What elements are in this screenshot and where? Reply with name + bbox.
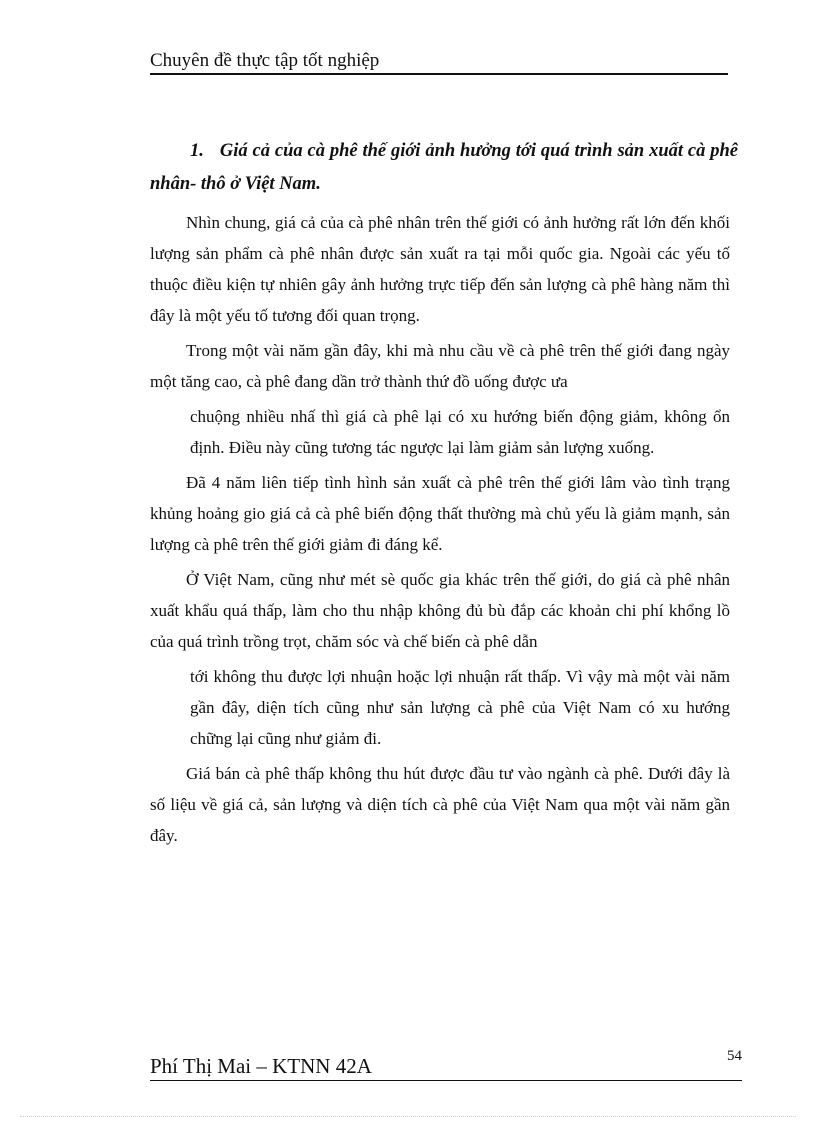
paragraph-continuation (150, 661, 730, 754)
paragraph: Nhìn chung, giá cả của cà phê nhân trên thế giới có ảnh hưởng rất lớn đến khối lượng sản phẩm cà phê nhân được sản xuất ra tại mỗi quốc gia. Ngoài các yếu tố thuộc điều kiện tự nhiên gây ảnh hưởng trực tiếp đến sản lượng cà phê hàng năm thì đây là một yếu tố tương đối quan trọng. (150, 213, 730, 325)
section-number: 1. (190, 141, 204, 161)
footer-author: Phí Thị Mai – KTNN 42A (150, 1054, 372, 1078)
paragraph: Giá bán cà phê thấp không thu hút được đầu tư vào ngành cà phê. Dưới đây là số liệu về giá cả, sản lượng và diện tích cà phê của Việt Nam qua một vài năm gần đây. (150, 764, 730, 845)
paragraph-continuation-text: tới không thu được lợi nhuận hoặc lợi nhuận rất thấp. Vì vậy mà một vài năm gần đây, diện tích cũng như sản lượng cà phê của Việt Nam có xu hướng chững lại cũng như giảm đi. (190, 667, 730, 748)
paragraph: Ở Việt Nam, cũng như mét sè quốc gia khác trên thế giới, do giá cà phê nhân xuất khẩu quá thấp, làm cho thu nhập không đủ bù đắp các khoản chi phí khổng lồ của quá trình trồng trọt, chăm sóc và chế biến cà phê dẫn (150, 570, 730, 651)
section-heading (150, 135, 738, 201)
page-number: 54 (727, 1048, 742, 1064)
paragraph: Đã 4 năm liên tiếp tình hình sản xuất cà phê trên thế giới lâm vào tình trạng khủng hoảng gio giá cả cà phê biến động thất thường mà chủ yếu là giảm mạnh, sản lượng cà phê trên thế giới giảm đi đáng kể. (150, 473, 730, 554)
paragraph: Trong một vài năm gần đây, khi mà nhu cầu về cà phê trên thế giới đang ngày một tăng cao, cà phê đang dần trở thành thứ đồ uống được ưa (150, 341, 730, 391)
body-text (150, 207, 730, 851)
paragraph-continuation-text: chuộng nhiều nhấ thì giá cà phê lại có xu hướng biến động giảm, không ổn định. Điều này cũng tương tác ngược lại làm giảm sản lượng xuống. (190, 407, 730, 457)
section-heading-text: Giá cả của cà phê thế giới ảnh hưởng tới quá trình sản xuất cà phê nhân- thô ở Việt Nam. (150, 141, 738, 194)
paragraph-continuation (150, 401, 730, 463)
header-title: Chuyên đề thực tập tốt nghiệp (150, 50, 380, 71)
page-header (150, 49, 728, 75)
page-edge-divider (20, 1116, 796, 1117)
page-footer (150, 1048, 742, 1081)
